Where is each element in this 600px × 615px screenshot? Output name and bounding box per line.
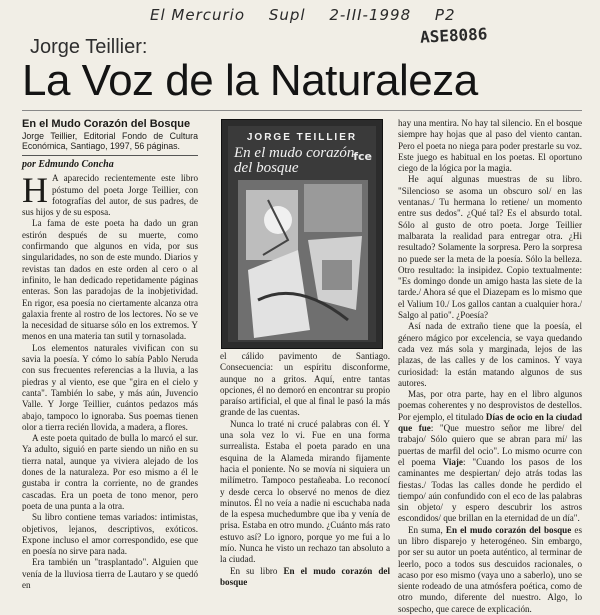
byline: por Edmundo Concha	[22, 159, 114, 170]
book-cover-panel	[228, 126, 376, 342]
drop-cap: H	[22, 170, 48, 211]
archive-stamp: ASE8086	[419, 24, 488, 47]
handwritten-note-date: 2-III-1998	[329, 6, 412, 24]
book-info: Jorge Teillier, Editorial Fondo de Cultura Económica, Santiago, 1997, 56 páginas.	[22, 131, 198, 151]
paragraph: H A aparecido recientemente este libro póstumo del poeta Jorge Teillier, con fotografías del autor, de sus padres, de sus hijos y de su esposa.	[22, 170, 198, 218]
handwritten-note-page: P2	[434, 6, 456, 24]
handwritten-note-section: Supl	[268, 6, 306, 24]
paragraph: He aquí algunas muestras de su libro. "Silencioso se asoma un obscuro sol/ en las ventanas./ Tu hermana lo retiene/ un momento entre sus dedos". ¿Qué tal? Es el absurdo total. Sólo al gusto de otro poeta. Jorge Teillier malbarata la realidad para entregar otra. ¿Hi resultado? Solamente la sorpresa. Pero la sorpresa no puede ser la meta de la poesía. Sólo la belleza. Otro resultado: la insipidez. Copio textualmente: "Es domingo donde un amigo hasta las siete de la tarde./ Ahora sé que el Diazepam es lo mismo que el Valium 10./ Los gallos cantan a cualquier hora./ Salgo al patio". ¿Poesía?	[398, 174, 582, 321]
article-column-1	[22, 118, 198, 591]
article-column-3	[398, 118, 582, 615]
paragraph: Su libro contiene temas variados: intimistas, objetivos, lejanos, descriptivos, exóticos. Expone incluso el amor correspondido, ese que en poesía no sirve para nada.	[22, 512, 198, 557]
cover-title: En el mudo corazón del bosque	[234, 145, 355, 176]
handwritten-note	[150, 6, 590, 24]
handwritten-note-source: El Mercurio	[150, 6, 246, 24]
cover-publisher-logo: fce	[353, 150, 372, 163]
byline-divider	[22, 155, 198, 156]
paragraph: La fama de este poeta ha dado un gran estirón después de su muerte, como confirmando que algunos en vida, por sus singularidades, no son de este mundo. Diarios y revistas tan dados en este orden al cero o al infinito, le han dedicado repetidamente páginas enteras. Son las paradojas de la inobjetividad. En rigor, esa poesía no ciertamente alcanza otra galaxia frente al rostro de los lectores. No se ve la necesidad de situarse sólo en los extremos. Y menos en una materia tan sutil y tornasolada.	[22, 218, 198, 342]
paragraph: Era también un "trasplantado". Alguien que venía de la lluviosa tierra de Lautaro y se quedó en	[22, 557, 198, 590]
book-title: En el Mudo Corazón del Bosque	[22, 118, 191, 130]
paragraph: el cálido pavimento de Santiago. Consecuencia: un espíritu disconforme, aunque no a gritos. Aquí, entre tantas opciones, él no demoró en encontrar su propio paraíso artificial, el que al final le pasó la más grande de las cuentas.	[220, 351, 390, 418]
cover-illustration	[238, 180, 368, 340]
paragraph: En su libro En el mudo corazón del bosque	[220, 565, 390, 587]
paragraph: Los elementos naturales vivifican con su savia la poesía. Y cómo lo sabía Pablo Neruda con sus frecuentes referencias a la lluvia, a las piedras y al viento, ese que "gira en el cielo y canta". También lo sabe, y más aún, Juvencio Valle. Y Jorge Teillier, cuántos pedazos más abajo, tampoco lo ignoraba. Sus poemas tienen olor a tierra recién llovida, a madera, a flores.	[22, 342, 198, 432]
paragraph: A este poeta quitado de bulla lo marcó el sur. Ya adulto, siguió en parte siendo un niño en su tierra natal, aunque ya viviera alejado de los dones de la naturaleza. Por eso mismo a él le gustaba ir contra la corriente, no de grandes cascadas. Era un poeta de tono menor, pero poeta de una punta a la otra.	[22, 433, 198, 511]
header-divider	[22, 110, 582, 111]
paragraph: Nunca lo traté ni crucé palabras con él. Y una sola vez lo vi. Fue en una forma surrealista. Estaba el poeta parado en una esquina de la Alameda mirando fijamente hacia el poniente. No se movía ni siquiera un milímetro. Tampoco pestañeaba. Lo reconocí y desde cerca lo observé no menos de diez minutos. Él no veía a nadie ni escuchaba nada de la espesa muchedumbre que iba y venía de prisa. Estaba en otro mundo. ¿Cuánto más rato estuvo así? Lo ignoro, porque yo me fui a lo mío. Nunca he visto un rechazo tan absoluto a la ciudad.	[220, 418, 390, 565]
paragraph: Así nada de extraño tiene que la poesía, el género mágico por excelencia, se vaya quedando cada vez más sola y marginada, lejos de las plazas, de las calles y de los caminos. Y vaya curiosidad: la están matando algunos de sus autores.	[398, 321, 582, 388]
cover-author: JORGE TEILLIER	[246, 132, 358, 143]
article-column-2	[220, 351, 390, 588]
headline-kicker: Jorge Teillier:	[30, 36, 148, 58]
page-title: La Voz de la Naturaleza	[22, 56, 478, 105]
paragraph: Mas, por otra parte, hay en el libro algunos poemas coherentes y no desprovistos de destellos. Por ejemplo, el titulado Días de ocio en la ciudad que fue: "Que muestro señor me libre/ del trabajo/ Sólo quiero que se abran para mí/ las puertas de marfil del ocio". Lo mismo ocurre con el poema Viaje: "Cuando los pasos de los caminantes me despiertan/ dejo atrás todas las fiestas./ Todas las calles donde he perdido el tiempo/ aún confundido con el eco de las palabras sin objeto/ y espero descubrir los astros escondidos/ que brillan en la eternidad de un día".	[398, 389, 583, 524]
paragraph: En suma, En el mudo corazón del bosque es un libro disparejo y heterogéneo. Sin embargo, por ser su autor un poeta auténtico, al terminar de leerlo, poco a todos sus descuidos racionales, o acaso por eso mismo (vaya uno a saberlo), uno se siente rodeado de una atmósfera poética, como de otro mundo, diferente del nuestro. Algo, lo sospecho, que carece de explicación.	[398, 524, 582, 614]
book-cover-image	[221, 119, 383, 349]
paragraph: hay una mentira. No hay tal silencio. En el bosque siempre hay hojas que al paso del viento cantan. Pero el poeta no niega para poder prestarle su voz. Este juego es habitual en los poetas. El oportuno ciego de la lógica por la magia.	[398, 118, 582, 174]
